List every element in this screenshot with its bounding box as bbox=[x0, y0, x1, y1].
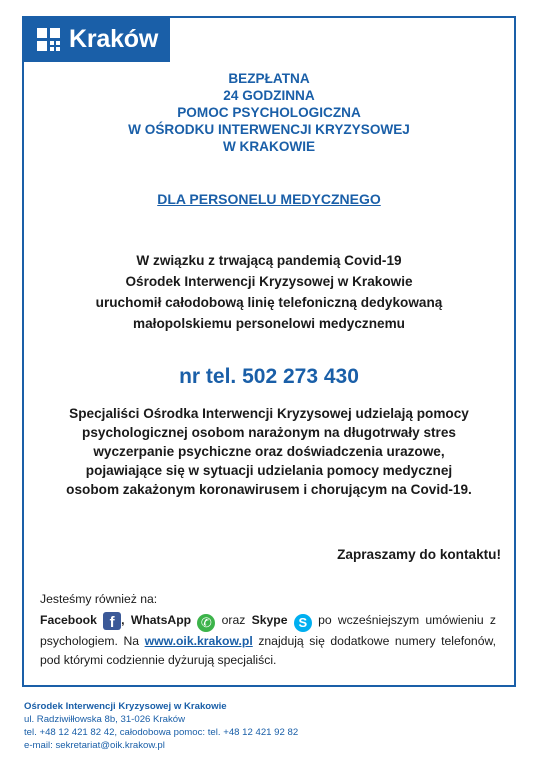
title-line: POMOC PSYCHOLOGICZNA bbox=[177, 105, 361, 120]
logo-text: Kraków bbox=[69, 25, 159, 53]
contact-text-2: znajdują się dodatkowe numery telefonów, pod którymi codziennie dyżurują specjaliści. bbox=[40, 634, 496, 667]
subtitle-text: DLA PERSONELU MEDYCZNEGO bbox=[157, 191, 381, 207]
also-on-label: Jesteśmy również na: bbox=[40, 592, 158, 606]
intro-line: małopolskiemu personelowi medycznemu bbox=[133, 316, 405, 331]
page-title bbox=[24, 70, 514, 155]
description-paragraph bbox=[24, 404, 514, 499]
contact-paragraph bbox=[40, 611, 496, 670]
desc-line: Specjaliści Ośrodka Interwencji Kryzysowej udzielają pomocy bbox=[69, 406, 469, 421]
title-line: W KRAKOWIE bbox=[222, 139, 316, 154]
title-line: 24 GODZINNA bbox=[223, 88, 315, 103]
website-link[interactable]: www.oik.krakow.pl bbox=[144, 634, 253, 648]
subtitle bbox=[24, 190, 514, 208]
contact-text-1: po wcześniejszym umówieniu z psychologiem. Na bbox=[40, 613, 497, 648]
skype-label: Skype bbox=[251, 613, 288, 627]
skype-icon[interactable]: S bbox=[294, 614, 312, 632]
footer-address: ul. Radziwiłłowska 8b, 31-026 Kraków bbox=[24, 714, 186, 725]
intro-paragraph bbox=[24, 250, 514, 334]
invite-text: Zapraszamy do kontaktu! bbox=[337, 547, 501, 562]
oraz-text: oraz bbox=[221, 613, 246, 627]
facebook-label: Facebook bbox=[40, 613, 97, 627]
krakow-logo bbox=[24, 17, 170, 62]
title-line: W OŚRODKU INTERWENCJI KRYZYSOWEJ bbox=[128, 122, 410, 137]
intro-line: uruchomił całodobową linię telefoniczną dedykowaną bbox=[95, 295, 443, 310]
whatsapp-icon[interactable]: ✆ bbox=[197, 614, 215, 632]
whatsapp-label: WhatsApp bbox=[130, 613, 192, 627]
intro-line: Ośrodek Interwencji Kryzysowej w Krakowie bbox=[125, 274, 413, 289]
desc-line: pojawiające się w sytuacji udzielania pomocy medycznej bbox=[85, 463, 453, 478]
facebook-icon[interactable]: f bbox=[103, 612, 121, 630]
desc-line: osobom zakażonym koronawirusem i chorującym na Covid-19. bbox=[66, 482, 472, 497]
intro-line: W związku z trwającą pandemią Covid-19 bbox=[136, 253, 402, 268]
comma: , bbox=[121, 613, 125, 627]
footer-phone: tel. +48 12 421 82 42, całodobowa pomoc: tel. +48 12 421 92 82 bbox=[24, 727, 299, 738]
desc-line: wyczerpanie psychiczne oraz doświadczenia urazowe, bbox=[93, 444, 445, 459]
title-line: BEZPŁATNA bbox=[228, 71, 310, 86]
krakow-logo-mark-icon bbox=[37, 28, 60, 51]
footer bbox=[24, 700, 298, 752]
phone-number: nr tel. 502 273 430 bbox=[179, 365, 359, 388]
footer-email: e-mail: sekretariat@oik.krakow.pl bbox=[24, 740, 165, 751]
footer-org-name: Ośrodek Interwencji Kryzysowej w Krakowie bbox=[24, 701, 227, 712]
desc-line: psychologicznej osobom narażonym na długotrwały stres bbox=[82, 425, 456, 440]
